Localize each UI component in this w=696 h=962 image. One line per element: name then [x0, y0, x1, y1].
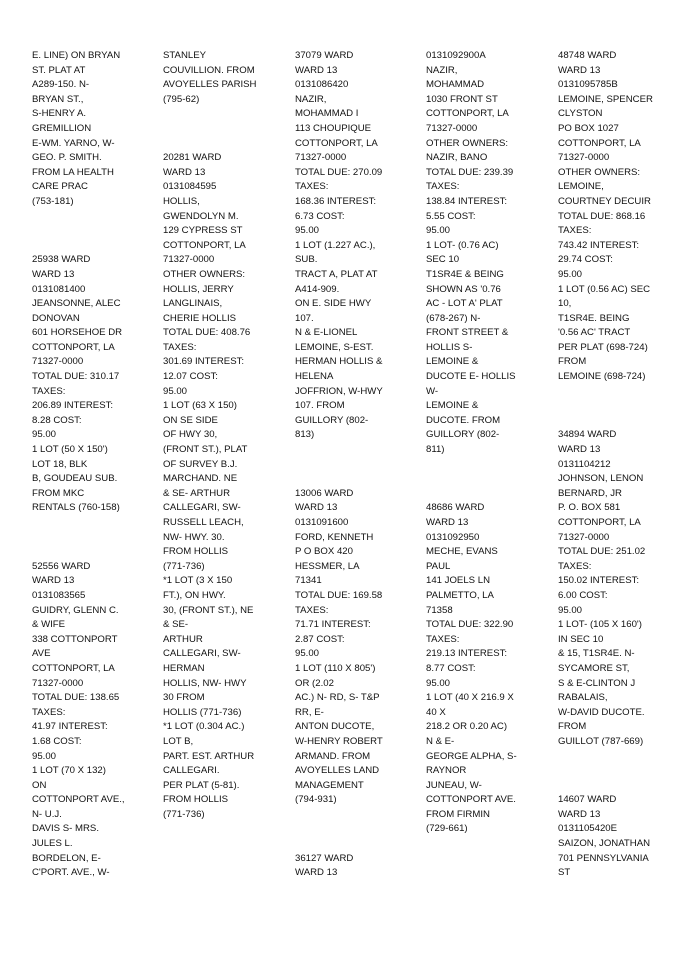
entry-line: 107. — [295, 312, 314, 324]
entry-line: OTHER OWNERS: — [558, 166, 641, 178]
entry-line: OR (2.02 — [295, 677, 334, 689]
entry-line: FROM — [558, 356, 587, 368]
entry-line: 218.2 OR 0.20 AC) — [426, 721, 508, 733]
entry-line: TAXES: — [32, 706, 66, 718]
entry-line: GUILLOT (787-669) — [558, 735, 644, 747]
entry-line: WARD 13 — [295, 502, 338, 514]
entry-line: B, GOUDEAU SUB. — [32, 473, 118, 485]
entry-line: NAZIR, — [426, 64, 458, 76]
blank-line — [32, 545, 157, 560]
entry-line: N & E- — [426, 735, 455, 747]
entry-line: & SE- — [163, 619, 189, 631]
parcel-entry — [558, 428, 683, 749]
entry-line: 811) — [426, 444, 445, 456]
entry-line: NW- HWY. 30. — [163, 531, 225, 543]
entry-line: 129 CYPRESS ST — [163, 225, 243, 237]
entry-line: S-HENRY A. — [32, 108, 87, 120]
entry-line: 71327-0000 — [558, 531, 610, 543]
entry-line: CARE PRAC — [32, 181, 88, 193]
entry-line: WARD 13 — [32, 575, 75, 587]
entry-line: WARD 13 — [558, 444, 601, 456]
entry-line: 0131092900A — [426, 50, 486, 61]
entry-line: A414-909. — [295, 283, 340, 295]
entry-line: OTHER OWNERS: — [163, 268, 246, 280]
blank-line — [558, 779, 683, 794]
entry-line: HERMAN HOLLIS & — [295, 356, 383, 368]
entry-line: WARD 13 — [32, 268, 75, 280]
entry-line: NAZIR, BANO — [426, 152, 488, 164]
entry-line: PER PLAT (698-724) — [558, 341, 648, 353]
entry-line: COTTONPORT, LA — [32, 341, 115, 353]
entry-line: 1 LOT- (0.76 AC) — [426, 239, 499, 251]
entry-line: P. O. BOX 581 — [558, 502, 621, 514]
entry-line: 813) — [295, 429, 315, 441]
entry-line: 95.00 — [426, 677, 451, 689]
entry-line: COTTONPORT, LA — [295, 137, 378, 149]
entry-line: PO BOX 1027 — [558, 122, 619, 134]
entry-line: FROM LA HEALTH — [32, 166, 114, 178]
entry-line: (771-736) — [163, 808, 205, 820]
entry-line: HOLLIS (771-736) — [163, 706, 242, 718]
entry-line: (FRONT ST.), PLAT — [163, 444, 248, 456]
entry-line: SUB. — [295, 254, 318, 266]
entry-line: HERMAN — [163, 662, 205, 674]
entry-line: RAYNOR — [426, 765, 467, 777]
entry-line: 71.71 INTEREST: — [295, 619, 371, 631]
entry-line: (794-931) — [295, 794, 337, 806]
entry-line: MOHAMMAD I — [295, 108, 359, 120]
entry-line: 5.55 COST: — [426, 210, 476, 222]
entry-line: 95.00 — [163, 385, 188, 397]
entry-line: 1030 FRONT ST — [426, 93, 498, 105]
entry-line: BERNARD, JR — [558, 487, 622, 499]
parcel-entry — [558, 793, 683, 881]
entry-line: COTTONPORT AVE., — [32, 794, 125, 806]
entry-line: TAXES: — [163, 341, 197, 353]
entry-line: 338 COTTONPORT — [32, 633, 118, 645]
entry-line: COTTONPORT, LA — [558, 517, 641, 528]
blank-line — [295, 837, 420, 852]
entry-line: T1SR4E & BEING — [426, 268, 504, 280]
entry-line: FT.), ON HWY. — [163, 589, 226, 601]
entry-line: WARD 13 — [295, 867, 338, 879]
entry-line: FROM HOLLIS — [163, 794, 229, 806]
entry-line: ON — [32, 779, 47, 791]
entry-line: (753-181) — [32, 195, 74, 207]
entry-line: 52556 WARD — [32, 560, 91, 572]
entry-line: 30 FROM — [163, 692, 205, 704]
entry-line: 1 LOT (63 X 150) — [163, 400, 237, 412]
entry-line: PART. EST. ARTHUR — [163, 750, 255, 762]
column-5 — [558, 49, 683, 881]
entry-line: BORDELON, E- — [32, 852, 101, 864]
entry-line: (678-267) N- — [426, 312, 481, 324]
entry-line: W- — [426, 385, 439, 397]
entry-line: 113 CHOUPIQUE — [295, 122, 372, 134]
entry-line: (729-661) — [426, 823, 468, 835]
entry-line: 6.73 COST: — [295, 210, 345, 222]
entry-line: LEMOINE & — [426, 400, 479, 412]
entry-line: N & E-LIONEL — [295, 327, 358, 339]
entry-line: PER PLAT (5-81). — [163, 779, 240, 791]
entry-line: TOTAL DUE: 868.16 — [558, 210, 646, 222]
blank-line — [32, 224, 157, 239]
entry-line: DUCOTE E- HOLLIS — [426, 371, 516, 383]
entry-line: 14607 WARD — [558, 794, 617, 806]
entry-line: 8.28 COST: — [32, 414, 82, 426]
entry-line: C'PORT. AVE., W- — [32, 867, 110, 879]
entry-line: COTTONPORT, LA — [558, 137, 641, 149]
entry-line: TOTAL DUE: 322.90 — [426, 619, 514, 631]
entry-line: 150.02 INTEREST: — [558, 575, 640, 587]
blank-line — [558, 385, 683, 400]
entry-line: MANAGEMENT — [295, 779, 364, 791]
entry-line: *1 LOT (3 X 150 — [163, 575, 233, 587]
entry-line: & SE- ARTHUR — [163, 487, 230, 499]
entry-line: 95.00 — [295, 648, 320, 660]
entry-line: COTTONPORT, LA — [32, 662, 115, 674]
entry-line: ON E. SIDE HWY — [295, 298, 372, 310]
entry-line: RUSSELL LEACH, — [163, 517, 244, 528]
entry-line: FROM MKC — [32, 487, 85, 499]
entry-line: W-HENRY ROBERT — [295, 735, 383, 747]
entry-line: N- U.J. — [32, 808, 62, 820]
entry-line: 2.87 COST: — [295, 633, 345, 645]
entry-line: MECHE, EVANS — [426, 546, 498, 558]
entry-line: 0131092950 — [426, 531, 480, 543]
entry-line: JOFFRION, W-HWY — [295, 385, 383, 397]
entry-line: CHERIE HOLLIS — [163, 312, 237, 324]
entry-line: TOTAL DUE: 239.39 — [426, 166, 514, 178]
entry-line: ST — [558, 867, 571, 879]
entry-line: LANGLINAIS, — [163, 298, 223, 310]
entry-line: 10, — [558, 298, 572, 310]
blank-line — [163, 107, 288, 122]
entry-line: 37079 WARD — [295, 50, 354, 61]
entry-line: OTHER OWNERS: — [426, 137, 509, 149]
entry-line: TAXES: — [295, 181, 329, 193]
entry-line: FROM HOLLIS — [163, 546, 229, 558]
entry-line: FRONT STREET & — [426, 327, 509, 339]
entry-line: AVOYELLES LAND — [295, 765, 380, 777]
entry-line: COURTNEY DECUIR — [558, 195, 651, 207]
entry-line: (795-62) — [163, 93, 200, 105]
entry-line: TAXES: — [295, 604, 329, 616]
entry-line: '0.56 AC' TRACT — [558, 327, 631, 339]
blank-line — [558, 414, 683, 429]
entry-line: OF SURVEY B.J. — [163, 458, 238, 470]
entry-line: 95.00 — [558, 268, 583, 280]
entry-line: 107. FROM — [295, 400, 345, 412]
column-1 — [32, 49, 157, 881]
entry-line: 1 LOT- (105 X 160') — [558, 619, 642, 631]
entry-line: 0131084595 — [163, 181, 217, 193]
parcel-entry — [163, 49, 288, 107]
entry-line: JEANSONNE, ALEC — [32, 298, 121, 310]
blank-line — [558, 750, 683, 765]
entry-line: TOTAL DUE: 270.09 — [295, 166, 383, 178]
entry-line: ON SE SIDE — [163, 414, 218, 426]
parcel-entry — [295, 852, 420, 881]
blank-line — [295, 822, 420, 837]
entry-line: ST. PLAT AT — [32, 64, 86, 76]
entry-line: 1 LOT (110 X 805') — [295, 662, 376, 674]
entry-line: & WIFE — [32, 619, 66, 631]
entry-line: TOTAL DUE: 310.17 — [32, 371, 120, 383]
entry-line: 1 LOT (70 X 132) — [32, 765, 106, 777]
entry-line: FROM FIRMIN — [426, 808, 490, 820]
entry-line: ARTHUR — [163, 633, 203, 645]
entry-line: 20281 WARD — [163, 152, 222, 164]
entry-line: WARD 13 — [295, 64, 338, 76]
entry-line: ARMAND. FROM — [295, 750, 371, 762]
entry-line: SEC 10 — [426, 254, 460, 266]
column-4 — [426, 49, 551, 837]
column-2 — [163, 49, 288, 822]
entry-line: 0131081400 — [32, 283, 86, 295]
entry-line: 743.42 INTEREST: — [558, 239, 640, 251]
entry-line: 29.74 COST: — [558, 254, 613, 266]
blank-line — [32, 531, 157, 546]
entry-line: CLYSTON — [558, 108, 603, 120]
entry-line: HESSMER, LA — [295, 560, 360, 572]
entry-line: FORD, KENNETH — [295, 531, 374, 543]
entry-line: *1 LOT (0.304 AC.) — [163, 721, 245, 733]
entry-line: IN SEC 10 — [558, 633, 604, 645]
parcel-entry — [426, 49, 551, 458]
entry-line: 13006 WARD — [295, 487, 354, 499]
entry-line: 0131091600 — [295, 517, 349, 528]
entry-line: (771-736) — [163, 560, 205, 572]
entry-line: AC - LOT A' PLAT — [426, 298, 503, 310]
entry-line: RR, E- — [295, 706, 324, 718]
entry-line: 141 JOELS LN — [426, 575, 490, 587]
entry-line: 95.00 — [32, 750, 57, 762]
entry-line: MARCHAND. NE — [163, 473, 238, 485]
parcel-entry — [426, 501, 551, 837]
entry-line: 6.00 COST: — [558, 589, 608, 601]
entry-line: 8.77 COST: — [426, 662, 476, 674]
entry-line: GWENDOLYN M. — [163, 210, 239, 222]
entry-line: HELENA — [295, 371, 334, 383]
entry-line: TOTAL DUE: 251.02 — [558, 546, 646, 558]
entry-line: E-WM. YARNO, W- — [32, 137, 115, 149]
blank-line — [163, 122, 288, 137]
entry-line: 168.36 INTEREST: — [295, 195, 377, 207]
column-3 — [295, 49, 420, 881]
entry-line: 95.00 — [558, 604, 583, 616]
entry-line: TRACT A, PLAT AT — [295, 268, 378, 280]
entry-line: 71341 — [295, 575, 322, 587]
entry-line: NAZIR, — [295, 93, 327, 105]
entry-line: 71327-0000 — [295, 152, 347, 164]
entry-line: SAIZON, JONATHAN — [558, 838, 651, 850]
entry-line: BRYAN ST., — [32, 93, 84, 105]
entry-line: TAXES: — [558, 560, 592, 572]
entry-line: A289-150. N- — [32, 79, 90, 91]
blank-line — [426, 472, 551, 487]
entry-line: TAXES: — [426, 181, 460, 193]
entry-line: HOLLIS, — [163, 195, 200, 207]
entry-line: 138.84 INTEREST: — [426, 195, 508, 207]
blank-line — [295, 458, 420, 473]
entry-line: DONOVAN — [32, 312, 80, 324]
entry-line: RABALAIS, — [558, 692, 608, 704]
entry-line: 1 LOT (40 X 216.9 X — [426, 692, 514, 704]
entry-line: COTTONPORT AVE. — [426, 794, 516, 806]
entry-line: T1SR4E. BEING — [558, 312, 630, 324]
entry-line: AVE — [32, 648, 51, 660]
blank-line — [295, 443, 420, 458]
blank-line — [295, 472, 420, 487]
entry-line: 71327-0000 — [163, 254, 215, 266]
entry-line: HOLLIS, NW- HWY — [163, 677, 247, 689]
entry-line: 0131104212 — [558, 458, 611, 470]
blank-line — [163, 137, 288, 152]
blank-line — [32, 516, 157, 531]
entry-line: HOLLIS, JERRY — [163, 283, 234, 295]
entry-line: WARD 13 — [558, 808, 601, 820]
entry-line: TAXES: — [426, 633, 460, 645]
entry-line: 71327-0000 — [558, 152, 610, 164]
entry-line: 25938 WARD — [32, 254, 91, 266]
entry-line: HOLLIS S- — [426, 341, 473, 353]
entry-line: GREMILLION — [32, 122, 92, 134]
entry-line: CALLEGARI, SW- — [163, 648, 241, 660]
blank-line — [32, 239, 157, 254]
entry-line: 0131083565 — [32, 589, 86, 601]
entry-line: 40 X — [426, 706, 446, 718]
entry-line: GEO. P. SMITH. — [32, 152, 102, 164]
entry-line: 0131095785B — [558, 79, 618, 91]
entry-line: COTTONPORT, LA — [426, 108, 509, 120]
entry-line: 36127 WARD — [295, 852, 354, 864]
entry-line: DAVIS S- MRS. — [32, 823, 99, 835]
entry-line: LOT B, — [163, 735, 194, 747]
entry-line: COUVILLION. FROM — [163, 64, 255, 76]
entry-line: LEMOINE, SPENCER — [558, 93, 653, 105]
parcel-entry — [163, 151, 288, 822]
entry-line: P O BOX 420 — [295, 546, 353, 558]
blank-line — [295, 808, 420, 823]
entry-line: 1.68 COST: — [32, 735, 82, 747]
entry-line: 1 LOT (0.56 AC) SEC — [558, 283, 651, 295]
entry-line: GUILLORY (802- — [426, 429, 500, 441]
entry-line: 71327-0000 — [32, 677, 84, 689]
entry-line: DUCOTE. FROM — [426, 414, 501, 426]
entry-line: 41.97 INTEREST: — [32, 721, 108, 733]
entry-line: 48686 WARD — [426, 502, 485, 514]
entry-line: E. LINE) ON BRYAN — [32, 50, 121, 61]
entry-line: 206.89 INTEREST: — [32, 400, 114, 412]
entry-line: LEMOINE, — [558, 181, 604, 193]
entry-line: JULES L. — [32, 838, 73, 850]
entry-line: LEMOINE & — [426, 356, 479, 368]
entry-line: 95.00 — [426, 225, 451, 237]
parcel-entry — [558, 49, 683, 385]
entry-line: 301.69 INTEREST: — [163, 356, 245, 368]
entry-line: WARD 13 — [558, 64, 601, 76]
entry-line: 0131105420E — [558, 823, 618, 835]
entry-line: LEMOINE, S-EST. — [295, 341, 374, 353]
entry-line: 219.13 INTEREST: — [426, 648, 508, 660]
entry-line: LOT 18, BLK — [32, 458, 88, 470]
entry-line: PAUL — [426, 560, 451, 572]
entry-line: AVOYELLES PARISH — [163, 79, 257, 91]
entry-line: MOHAMMAD — [426, 79, 485, 91]
entry-line: 71358 — [426, 604, 453, 616]
entry-line: GEORGE ALPHA, S- — [426, 750, 517, 762]
parcel-entry — [32, 253, 157, 516]
entry-line: PALMETTO, LA — [426, 589, 494, 601]
entry-line: JOHNSON, LENON — [558, 473, 644, 485]
blank-line — [558, 399, 683, 414]
entry-line: W-DAVID DUCOTE. — [558, 706, 645, 718]
entry-line: 30, (FRONT ST.), NE — [163, 604, 254, 616]
blank-line — [558, 764, 683, 779]
entry-line: CALLEGARI. — [163, 765, 220, 777]
entry-line: SHOWN AS '0.76 — [426, 283, 501, 295]
entry-line: 0131086420 — [295, 79, 349, 91]
entry-line: JUNEAU, W- — [426, 779, 482, 791]
parcel-entry — [295, 49, 420, 443]
entry-line: FROM — [558, 721, 587, 733]
parcel-entry — [295, 487, 420, 808]
entry-line: RENTALS (760-158) — [32, 502, 120, 514]
entry-line: COTTONPORT, LA — [163, 239, 246, 251]
entry-line: 701 PENNSYLVANIA — [558, 852, 649, 864]
blank-line — [426, 458, 551, 473]
entry-line: WARD 13 — [163, 166, 206, 178]
blank-line — [32, 210, 157, 225]
entry-line: TOTAL DUE: 138.65 — [32, 692, 120, 704]
entry-line: 1 LOT (1.227 AC.), — [295, 239, 376, 251]
entry-line: GUILLORY (802- — [295, 414, 369, 426]
entry-line: TAXES: — [558, 225, 592, 237]
entry-line: & 15, T1SR4E. N- — [558, 648, 635, 660]
entry-line: 48748 WARD — [558, 50, 617, 61]
entry-line: 34894 WARD — [558, 429, 617, 441]
entry-line: 601 HORSEHOE DR — [32, 327, 123, 339]
entry-line: 95.00 — [32, 429, 57, 441]
entry-line: SYCAMORE ST, — [558, 662, 630, 674]
entry-line: TOTAL DUE: 408.76 — [163, 327, 251, 339]
entry-line: TOTAL DUE: 169.58 — [295, 589, 383, 601]
entry-line: 1 LOT (50 X 150') — [32, 444, 108, 456]
parcel-entry — [32, 49, 157, 210]
entry-line: ANTON DUCOTE, — [295, 721, 375, 733]
entry-line: 95.00 — [295, 225, 320, 237]
entry-line: LEMOINE (698-724) — [558, 371, 646, 383]
parcel-entry — [32, 560, 157, 881]
entry-line: S & E-CLINTON J — [558, 677, 636, 689]
entry-line: TAXES: — [32, 385, 66, 397]
entry-line: 71327-0000 — [426, 122, 478, 134]
entry-line: 71327-0000 — [32, 356, 84, 368]
blank-line — [426, 487, 551, 502]
entry-line: OF HWY 30, — [163, 429, 218, 441]
entry-line: 12.07 COST: — [163, 371, 218, 383]
entry-line: STANLEY — [163, 50, 207, 61]
entry-line: AC.) N- RD, S- T&P — [295, 692, 380, 704]
entry-line: CALLEGARI, SW- — [163, 502, 241, 514]
entry-line: GUIDRY, GLENN C. — [32, 604, 119, 616]
entry-line: WARD 13 — [426, 517, 469, 528]
